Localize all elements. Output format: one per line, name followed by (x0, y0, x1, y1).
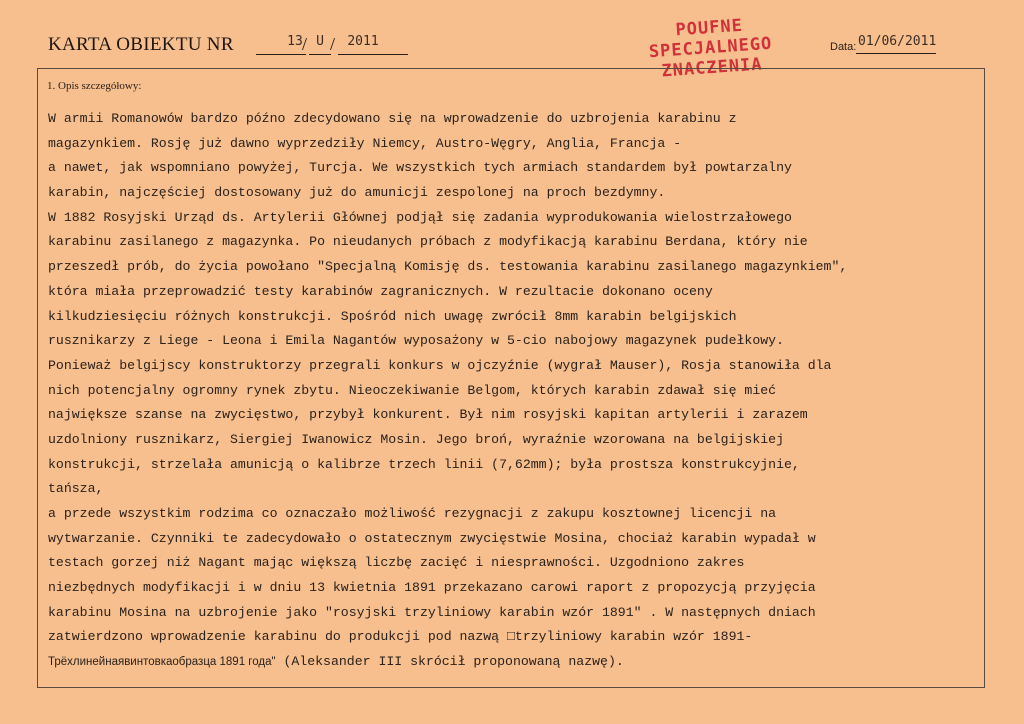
body-line: karabinu Mosina na uzbrojenie jako "rosyjski trzyliniowy karabin wzór 1891" . W następnych dniach (48, 604, 816, 620)
body-line: Ponieważ belgijscy konstruktorzy przegrali konkurs w ojczyźnie (wygrał Mauser), Rosja stanowiła dla (48, 357, 832, 373)
body-line: zatwierdzono wprowadzenie karabinu do produkcji pod nazwą □trzyliniowy karabin wzór 1891- (48, 629, 753, 645)
object-number-part-2: U (316, 34, 324, 49)
body-line: niezbędnych modyfikacji i w dniu 13 kwietnia 1891 przekazano carowi raport z propozycją przyjęcia (48, 580, 816, 596)
body-line: uzdolniony rusznikarz, Siergiej Iwanowicz Mosin. Jego broń, wyraźnie wzorowana na belgijskiej (48, 431, 784, 447)
body-line: a nawet, jak wspomniano powyżej, Turcja. We wszystkich tych armiach standardem był powtarzalny (48, 160, 792, 176)
stamp-line-2: SPECJALNEGO (648, 33, 773, 63)
stamp-line-3: ZNACZENIA (660, 54, 764, 82)
body-line: która miała przeprowadzić testy karabinów zagranicznych. W rezultacie dokonano oceny (48, 283, 713, 299)
object-number-part-3: 2011 (347, 34, 379, 49)
card-title: KARTA OBIEKTU NR (48, 34, 234, 55)
object-number-underline-3 (338, 54, 408, 55)
body-last-line (48, 650, 978, 675)
number-separator-1: / (302, 34, 308, 54)
object-number-underline-1 (256, 54, 306, 55)
body-line: przeszedł prób, do życia powołano "Specjalną Komisję ds. testowania karabinu zasilanego magazynkiem", (48, 259, 848, 275)
section-label: 1. Opis szczegółowy: (47, 80, 142, 92)
body-line: a przede wszystkim rodzima co oznaczało możliwość rezygnacji z zakupu kosztownej licencji na (48, 506, 777, 521)
number-separator-2: / (330, 34, 336, 54)
body-line: konstrukcji, strzelała amunicją o kalibrze trzech linii (7,62mm); była prostsza konstrukcyjnie, (48, 456, 800, 472)
body-line: wytwarzanie. Czynniki te zadecydowało o ostatecznym zwycięstwie Mosina, chociaż karabin wypadał w (48, 530, 816, 546)
body-line: największe szanse na zwycięstwo, przybył konkurent. Był nim rosyjski kapitan artylerii i zarazem (48, 407, 808, 423)
body-line: rusznikarzy z Liege - Leona i Emila Nagantów wyposażony w 5-cio nabojowy magazynek pudełkowy. (48, 333, 784, 349)
body-line: testach gorzej niż Nagant mając większą liczbę zacięć i niesprawności. Uzgodniono zakres (48, 555, 745, 571)
object-number-part-1: 13 (287, 34, 303, 49)
body-line: W 1882 Rosyjski Urząd ds. Artylerii Głównej podjął się zadania wyprodukowania wielostrzałowego (48, 209, 792, 225)
stamp-line-1: POUFNE (674, 15, 744, 41)
body-line: magazynkiem. Rosję już dawno wyprzedziły Niemcy, Austro-Węgry, Anglia, Francja - (48, 135, 682, 151)
date-underline (856, 53, 936, 54)
russian-rifle-name: Трёхлинейнаявинтовкаобразца 1891 года" (48, 656, 276, 669)
description-body (48, 107, 978, 675)
body-line: kilkudziesięciu różnych konstrukcji. Spośród nich uwagę zwrócił 8mm karabin belgijskich (48, 308, 737, 324)
date-value: 01/06/2011 (858, 34, 937, 49)
body-line-ending: (Aleksander III skrócił proponowaną nazwę). (275, 654, 624, 670)
object-number-underline-2 (309, 54, 331, 55)
body-line: karabin, najczęściej dostosowany już do amunicji zespolonej na proch bezdymny. (48, 185, 666, 201)
body-line: tańsza, (48, 481, 104, 497)
body-line: nich potencjalny ogromny rynek zbytu. Nieoczekiwanie Belgom, których karabin zdawał się mieć (48, 382, 777, 398)
body-line: W armii Romanowów bardzo późno zdecydowano się na wprowadzenie do uzbrojenia karabinu z (48, 111, 737, 126)
body-line: karabinu zasilanego z magazynka. Po nieudanych próbach z modyfikacją karabinu Berdana, który nie (48, 234, 808, 250)
date-label: Data: (830, 41, 857, 53)
